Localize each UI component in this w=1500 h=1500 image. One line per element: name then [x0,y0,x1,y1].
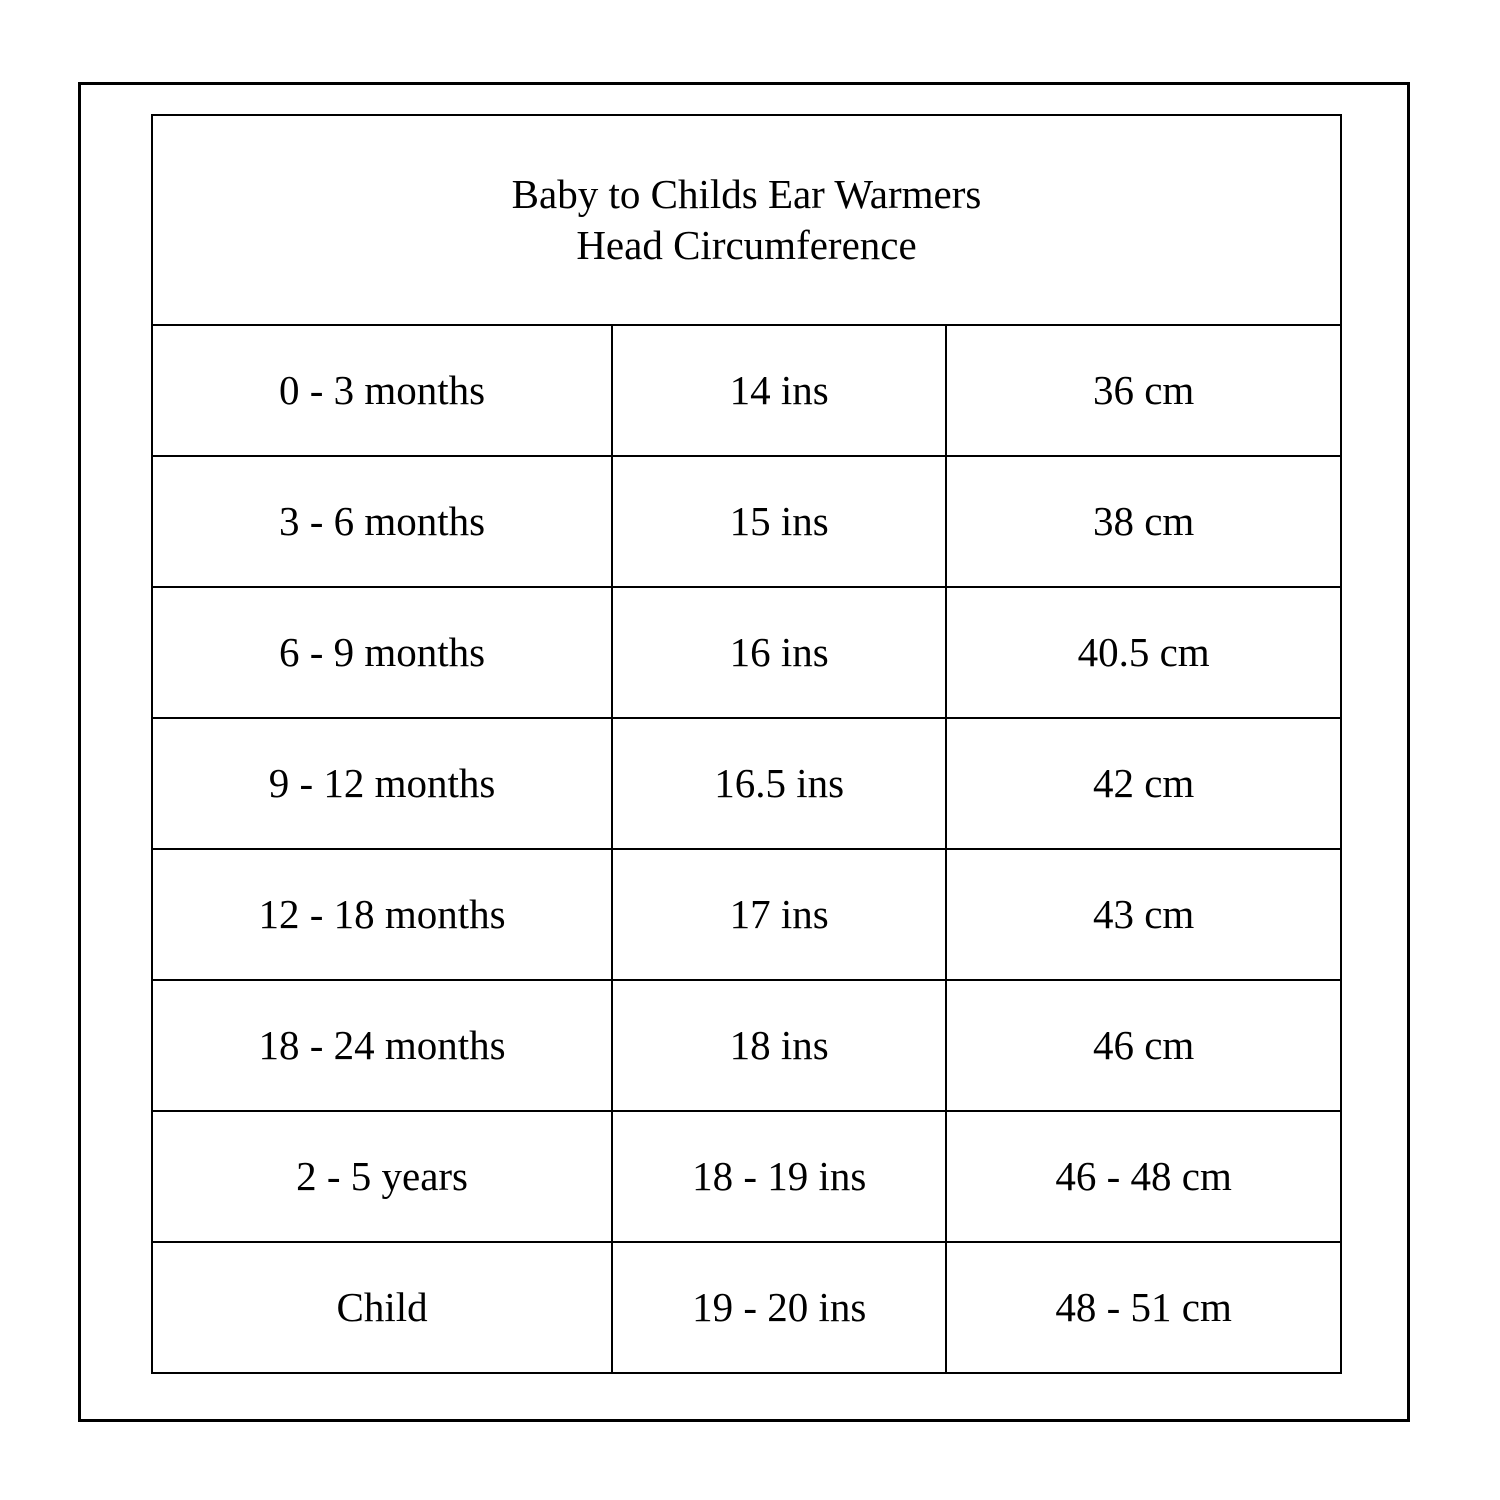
table-row [152,849,1341,980]
title-line-1: Baby to Childs Ear Warmers [511,170,982,217]
table-row [152,980,1341,1111]
chart-title [152,115,1341,325]
cell-age: 6 - 9 months [152,587,612,718]
cell-age: 3 - 6 months [152,456,612,587]
cell-centimetres: 38 cm [946,456,1341,587]
cell-age: 18 - 24 months [152,980,612,1111]
cell-age: 0 - 3 months [152,325,612,456]
table-row [152,1242,1341,1373]
table-row [152,1111,1341,1242]
cell-inches: 14 ins [612,325,946,456]
cell-centimetres: 43 cm [946,849,1341,980]
cell-centimetres: 46 - 48 cm [946,1111,1341,1242]
cell-inches: 18 - 19 ins [612,1111,946,1242]
table-row [152,456,1341,587]
size-chart-container [151,114,1342,1372]
cell-inches: 19 - 20 ins [612,1242,946,1373]
cell-age: 9 - 12 months [152,718,612,849]
cell-inches: 16.5 ins [612,718,946,849]
table-row [152,587,1341,718]
cell-age: Child [152,1242,612,1373]
cell-age: 2 - 5 years [152,1111,612,1242]
cell-centimetres: 42 cm [946,718,1341,849]
title-row [152,115,1341,325]
title-line-2: Head Circumference [576,222,917,268]
size-chart-table [151,114,1342,1374]
cell-inches: 15 ins [612,456,946,587]
cell-inches: 17 ins [612,849,946,980]
table-row [152,325,1341,456]
cell-centimetres: 46 cm [946,980,1341,1111]
cell-inches: 16 ins [612,587,946,718]
cell-inches: 18 ins [612,980,946,1111]
table-row [152,718,1341,849]
cell-centimetres: 36 cm [946,325,1341,456]
cell-age: 12 - 18 months [152,849,612,980]
cell-centimetres: 48 - 51 cm [946,1242,1341,1373]
cell-centimetres: 40.5 cm [946,587,1341,718]
